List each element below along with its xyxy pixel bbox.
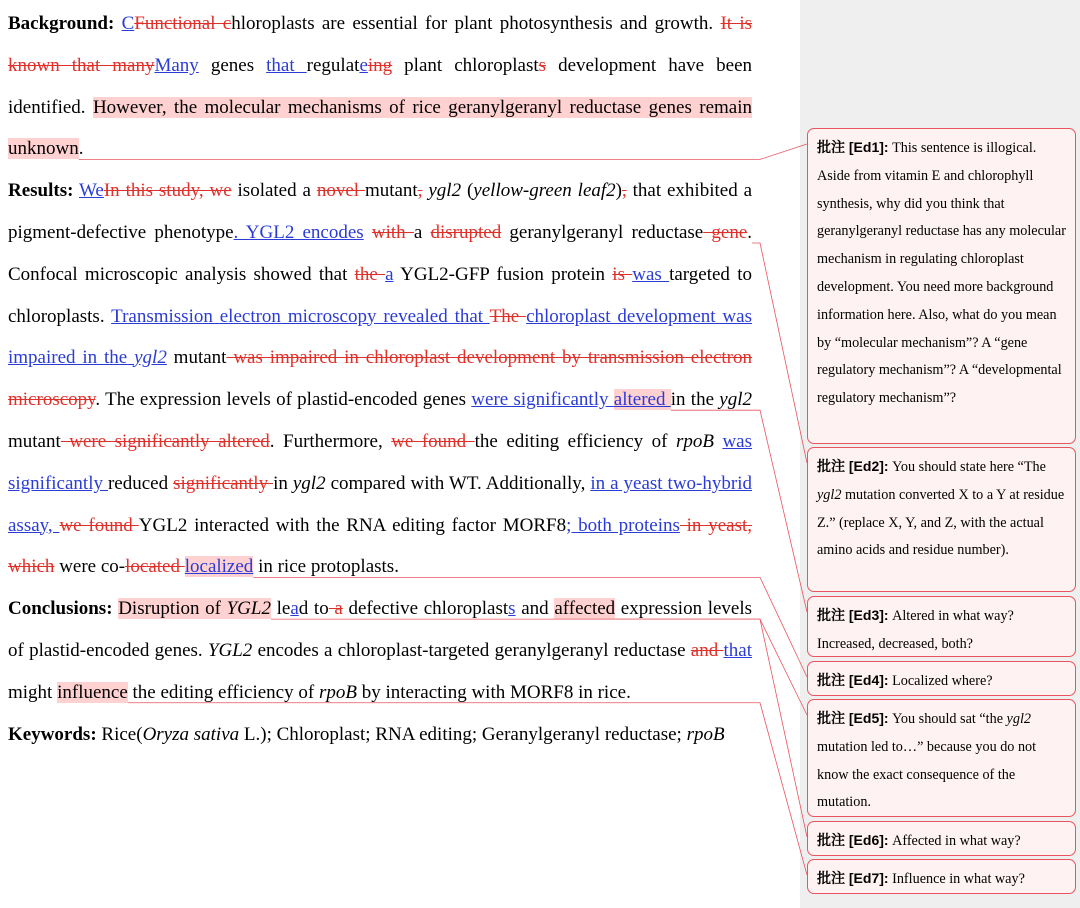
gene-name: YGL2 (226, 598, 271, 620)
text: in (273, 472, 293, 494)
insertion[interactable]: were significantly (471, 389, 614, 411)
background-paragraph (8, 3, 752, 170)
gene-name: rpoB (686, 723, 725, 745)
text: and (515, 598, 555, 620)
insertion[interactable]: C (121, 13, 135, 34)
gene-name: ygl2 (719, 389, 753, 411)
comment-ed1[interactable] (807, 128, 1076, 444)
keywords-label: Keywords: (8, 723, 97, 745)
text: le (270, 598, 291, 620)
text: a (413, 221, 431, 243)
comment-ed5[interactable] (807, 699, 1076, 817)
text: defective chloroplast (342, 598, 509, 620)
deletion[interactable]: , (621, 180, 627, 202)
comment-tag: 批注 [Ed3]: (817, 607, 889, 623)
insertion[interactable]: that (266, 54, 307, 76)
deletion[interactable]: ing (367, 54, 393, 76)
insertion[interactable]: that (723, 639, 752, 661)
comment-tag: 批注 [Ed1]: (817, 139, 889, 155)
insertion[interactable]: Transmission electron microscopy revealed that (111, 305, 490, 327)
text: compared with WT. Additionally, (325, 472, 591, 494)
insertion[interactable]: a (290, 598, 299, 620)
species-name: Oryza sativa (142, 723, 240, 745)
text: isolated a (231, 180, 317, 202)
text: ( (461, 180, 474, 202)
text: . (747, 221, 753, 243)
comment-text: mutation converted X to a Y at residue Z.” (replace X, Y, and Z, with the actual amino acids and residue number). (817, 486, 1065, 559)
text: targeted to chloroplasts. (8, 263, 752, 327)
comment-ed7[interactable] (807, 859, 1076, 894)
text: the editing efficiency of (474, 430, 676, 452)
deletion[interactable]: located (125, 556, 185, 578)
deletion[interactable]: and (690, 639, 724, 661)
text: reduced (107, 472, 174, 494)
deletion[interactable]: with (371, 221, 414, 243)
results-paragraph (8, 170, 752, 588)
text: . (78, 138, 84, 160)
deletion[interactable]: novel (316, 180, 365, 202)
gene-name: rpoB (318, 681, 357, 703)
deletion[interactable]: disrupted (430, 221, 502, 243)
gene-name: ygl2 (292, 472, 326, 494)
comment-anchor-ed3[interactable]: altered (613, 389, 671, 411)
comment-ed4[interactable] (807, 661, 1076, 696)
text: the editing efficiency of (127, 681, 319, 703)
keywords-paragraph (8, 714, 752, 756)
text: might (8, 681, 58, 703)
text (364, 222, 372, 243)
comment-anchor-ed1[interactable]: However, the molecular mechanisms of rice geranylgeranyl reductase genes remain unknown (8, 96, 752, 160)
comment-text: mutation led to…” because you do not know the exact consequence of the mutation. (817, 738, 1037, 811)
comment-tag: 批注 [Ed6]: (817, 832, 889, 848)
insertion[interactable]: s (508, 598, 516, 620)
comment-ed6[interactable] (807, 821, 1076, 856)
text: hloroplasts are essential for plant photosynthesis and growth. (231, 13, 721, 34)
comment-ed2[interactable] (807, 447, 1076, 592)
deletion[interactable]: s (538, 54, 547, 76)
insertion[interactable]: Many (154, 54, 199, 76)
abstract-body (8, 3, 752, 755)
deletion[interactable]: , (417, 180, 423, 202)
deletion[interactable]: gene (703, 221, 748, 243)
text: that exhibited a pigment-defective phenotype (8, 180, 753, 243)
text: expression levels of plastid-encoded genes. (8, 598, 753, 661)
text: mutant (166, 347, 227, 369)
insertion[interactable]: e (359, 54, 368, 76)
text: YGL2 interacted with the RNA editing factor MORF8 (138, 514, 567, 536)
text: were co- (54, 556, 126, 578)
text: Disruption of (118, 598, 227, 620)
comment-text: Influence in what way? (888, 871, 1025, 887)
results-label: Results: (8, 180, 74, 202)
text: YGL2-GFP fusion protein (393, 263, 613, 285)
deletion[interactable]: significantly (173, 472, 274, 494)
conclusions-paragraph (8, 588, 752, 713)
text: . Furthermore, (269, 430, 392, 452)
deletion[interactable]: The (489, 305, 527, 327)
insertion[interactable]: was significantly (8, 430, 752, 494)
comment-anchor-ed4[interactable]: localized (184, 556, 254, 578)
insertion[interactable]: We (79, 180, 104, 202)
text: Rice( (96, 723, 143, 745)
deletion[interactable]: was impaired in chloroplast development by transmission electron microscopy (8, 347, 752, 411)
insertion[interactable]: in a yeast two-hybrid assay, (8, 472, 752, 536)
comment-text: Altered in what way? Increased, decreased, both? (817, 608, 1014, 652)
gene-name: YGL2 (207, 639, 253, 661)
insertion[interactable]: chloroplast development was impaired in the (8, 305, 752, 369)
text: L.); Chloroplast; RNA editing; Geranylgeranyl reductase; (239, 723, 687, 745)
insertion[interactable]: ; both proteins (566, 514, 680, 536)
deletion[interactable]: It is known that many (8, 13, 752, 76)
text: mutant (8, 430, 61, 452)
gene-name[interactable]: ygl2 (134, 347, 167, 369)
comment-tag: 批注 [Ed7]: (817, 870, 889, 886)
deletion[interactable]: the (354, 263, 386, 285)
text: plant chloroplast (392, 54, 539, 76)
deletion[interactable]: were significantly altered (60, 430, 270, 452)
comment-anchor-ed6[interactable]: affected (554, 598, 616, 620)
text: genes (198, 54, 267, 76)
text: encodes a chloroplast-targeted geranylgeranyl reductase (252, 639, 691, 661)
text: in rice protoplasts. (253, 556, 399, 578)
deletion[interactable]: Functional c (134, 13, 232, 34)
text: in the (670, 389, 720, 411)
background-label: Background: (8, 13, 115, 34)
text: mutant (364, 180, 418, 202)
insertion[interactable]: . YGL2 encodes (233, 221, 364, 243)
gene-name: yellow-green leaf2 (473, 180, 616, 202)
text: Confocal microscopic analysis showed that (8, 263, 355, 285)
comment-text: Localized where? (888, 673, 993, 689)
comment-text: This sentence is illogical. Aside from vitamin E and chlorophyll synthesis, why did you think that geranylgeranyl reductase has any molecular mechanism in regulating chloroplast development. You need more background information here. Also, what do you mean by “molecular mechanism”? A “gene regulatory mechanism”? A “developmental regulatory mechanism”? (817, 140, 1066, 407)
deletion[interactable]: is (612, 263, 633, 285)
comment-ed3[interactable] (807, 596, 1076, 657)
gene-name: ygl2 (817, 486, 842, 503)
deletion[interactable]: we found (391, 430, 475, 452)
comment-anchor-ed5[interactable] (118, 598, 271, 619)
gene-name: ygl2 (428, 180, 462, 202)
text: regulat (306, 54, 360, 76)
comment-text: You should sat “the (888, 711, 1007, 727)
text: ) (615, 180, 622, 202)
deletion[interactable]: In this study, we (103, 180, 232, 202)
gene-name: rpoB (675, 430, 714, 452)
text: . The expression levels of plastid-encoded genes (95, 389, 472, 411)
insertion[interactable]: a (385, 263, 394, 285)
comment-tag: 批注 [Ed4]: (817, 672, 889, 688)
deletion[interactable]: a (328, 598, 343, 620)
comment-anchor-ed7[interactable]: influence (57, 681, 128, 703)
comment-tag: 批注 [Ed5]: (817, 710, 889, 726)
text: geranylgeranyl reductase (501, 221, 704, 243)
comment-text: You should state here “The (888, 459, 1046, 475)
deletion[interactable]: in yeast, which (8, 514, 752, 578)
text: by interacting with MORF8 in rice. (356, 681, 631, 703)
deletion[interactable]: we found (59, 514, 139, 536)
conclusions-label: Conclusions: (8, 598, 113, 620)
comment-text: Affected in what way? (888, 833, 1021, 849)
gene-name: ygl2 (1006, 711, 1031, 727)
insertion[interactable]: was (632, 263, 670, 285)
text: development have been identified. (8, 54, 752, 118)
comment-tag: 批注 [Ed2]: (817, 458, 889, 474)
text: d to (298, 598, 329, 620)
